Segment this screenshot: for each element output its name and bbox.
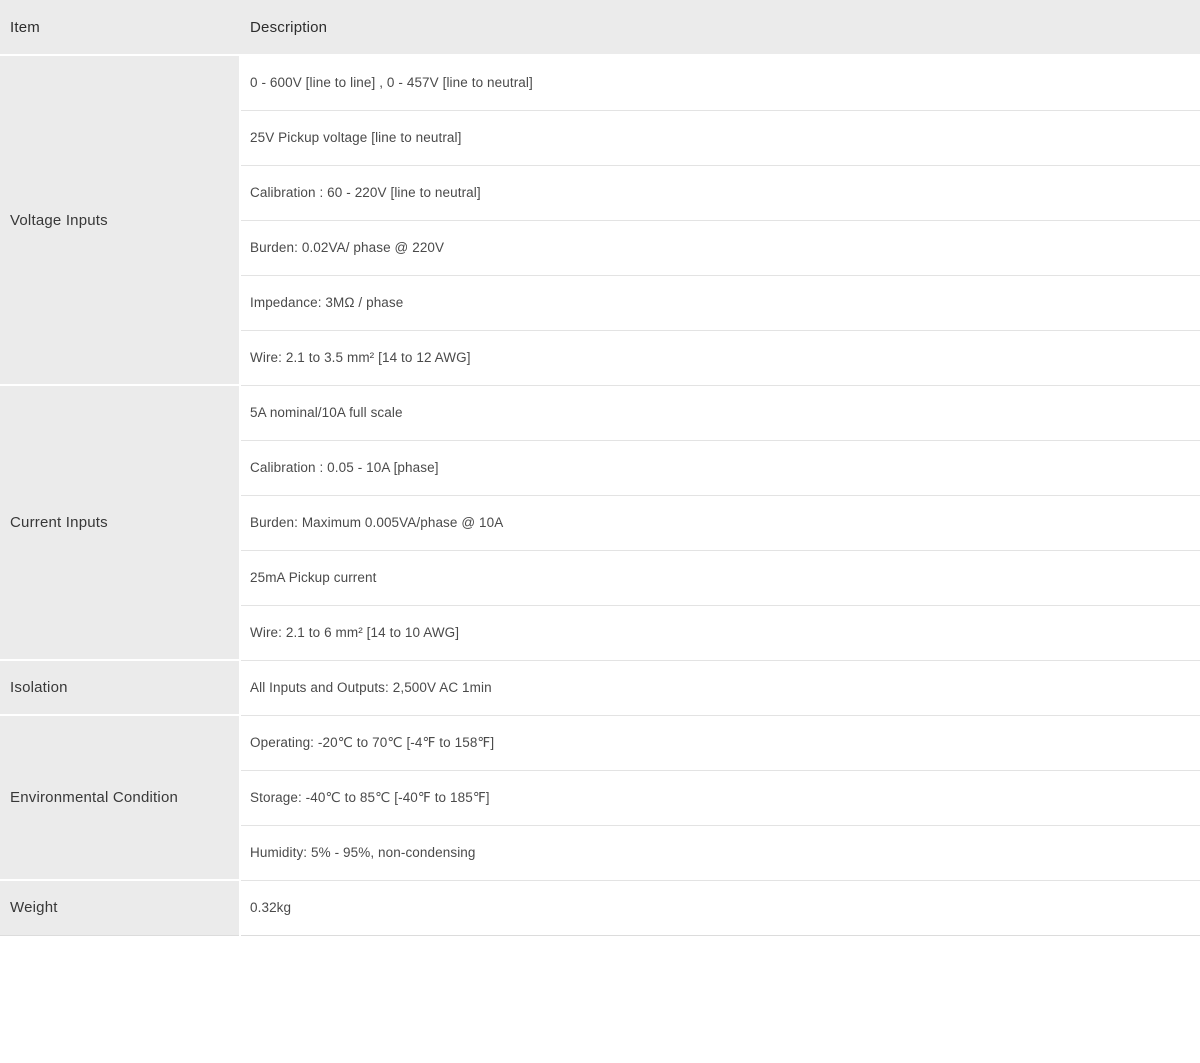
table-row xyxy=(0,55,1200,110)
column-header-description: Description xyxy=(240,0,1200,55)
table-row xyxy=(0,715,1200,770)
spec-table-body xyxy=(0,55,1200,935)
description-cell: 0 - 600V [line to line] , 0 - 457V [line to neutral] xyxy=(240,55,1200,110)
description-cell: 0.32kg xyxy=(240,880,1200,935)
description-cell: Burden: Maximum 0.005VA/phase @ 10A xyxy=(240,495,1200,550)
description-cell: Calibration : 60 - 220V [line to neutral] xyxy=(240,165,1200,220)
description-cell: 25V Pickup voltage [line to neutral] xyxy=(240,110,1200,165)
item-cell-environmental-condition: Environmental Condition xyxy=(0,715,240,880)
description-cell: Calibration : 0.05 - 10A [phase] xyxy=(240,440,1200,495)
header-row xyxy=(0,0,1200,55)
description-cell: Wire: 2.1 to 6 mm² [14 to 10 AWG] xyxy=(240,605,1200,660)
description-cell: Humidity: 5% - 95%, non-condensing xyxy=(240,825,1200,880)
description-cell: Operating: -20℃ to 70℃ [-4℉ to 158℉] xyxy=(240,715,1200,770)
description-cell: Impedance: 3MΩ / phase xyxy=(240,275,1200,330)
item-cell-voltage-inputs: Voltage Inputs xyxy=(0,55,240,385)
description-cell: All Inputs and Outputs: 2,500V AC 1min xyxy=(240,660,1200,715)
description-cell: Burden: 0.02VA/ phase @ 220V xyxy=(240,220,1200,275)
item-cell-current-inputs: Current Inputs xyxy=(0,385,240,660)
description-cell: Storage: -40℃ to 85℃ [-40℉ to 185℉] xyxy=(240,770,1200,825)
table-row xyxy=(0,385,1200,440)
spec-table-header xyxy=(0,0,1200,55)
item-cell-weight: Weight xyxy=(0,880,240,935)
description-cell: 25mA Pickup current xyxy=(240,550,1200,605)
table-row xyxy=(0,660,1200,715)
table-row xyxy=(0,880,1200,935)
description-cell: Wire: 2.1 to 3.5 mm² [14 to 12 AWG] xyxy=(240,330,1200,385)
item-cell-isolation: Isolation xyxy=(0,660,240,715)
description-cell: 5A nominal/10A full scale xyxy=(240,385,1200,440)
column-header-item: Item xyxy=(0,0,240,55)
